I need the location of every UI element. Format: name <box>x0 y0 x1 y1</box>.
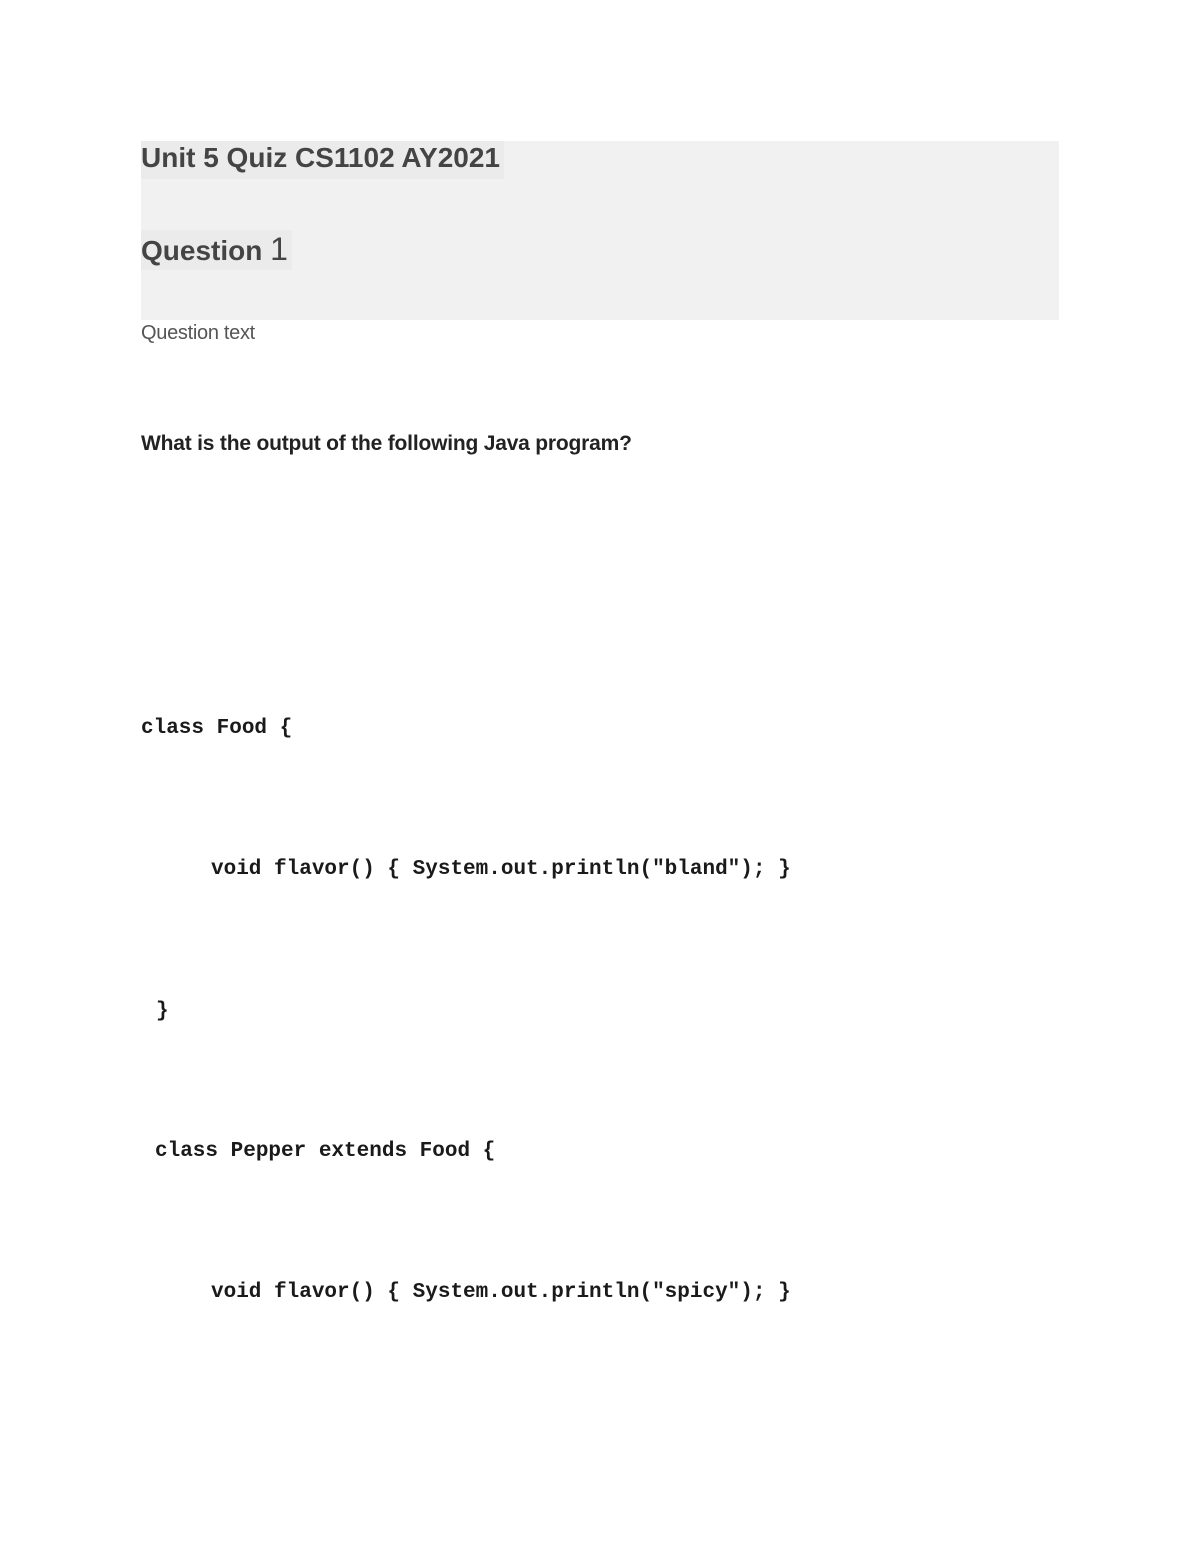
question-text-label: Question text <box>141 322 255 344</box>
question-number: 1 <box>270 231 288 267</box>
question-prompt: What is the output of the following Java program? <box>141 432 632 455</box>
code-line: class Pepper extends Food { <box>155 1140 496 1163</box>
code-line: } <box>156 1000 169 1023</box>
quiz-title: Unit 5 Quiz CS1102 AY2021 <box>141 141 504 179</box>
question-label: Question <box>141 235 271 266</box>
code-line: void flavor() { System.out.println("bland"); } <box>211 858 791 881</box>
code-line: void flavor() { System.out.println("spicy"); } <box>211 1281 791 1304</box>
question-heading <box>141 230 292 270</box>
code-line: class Food { <box>141 717 293 740</box>
